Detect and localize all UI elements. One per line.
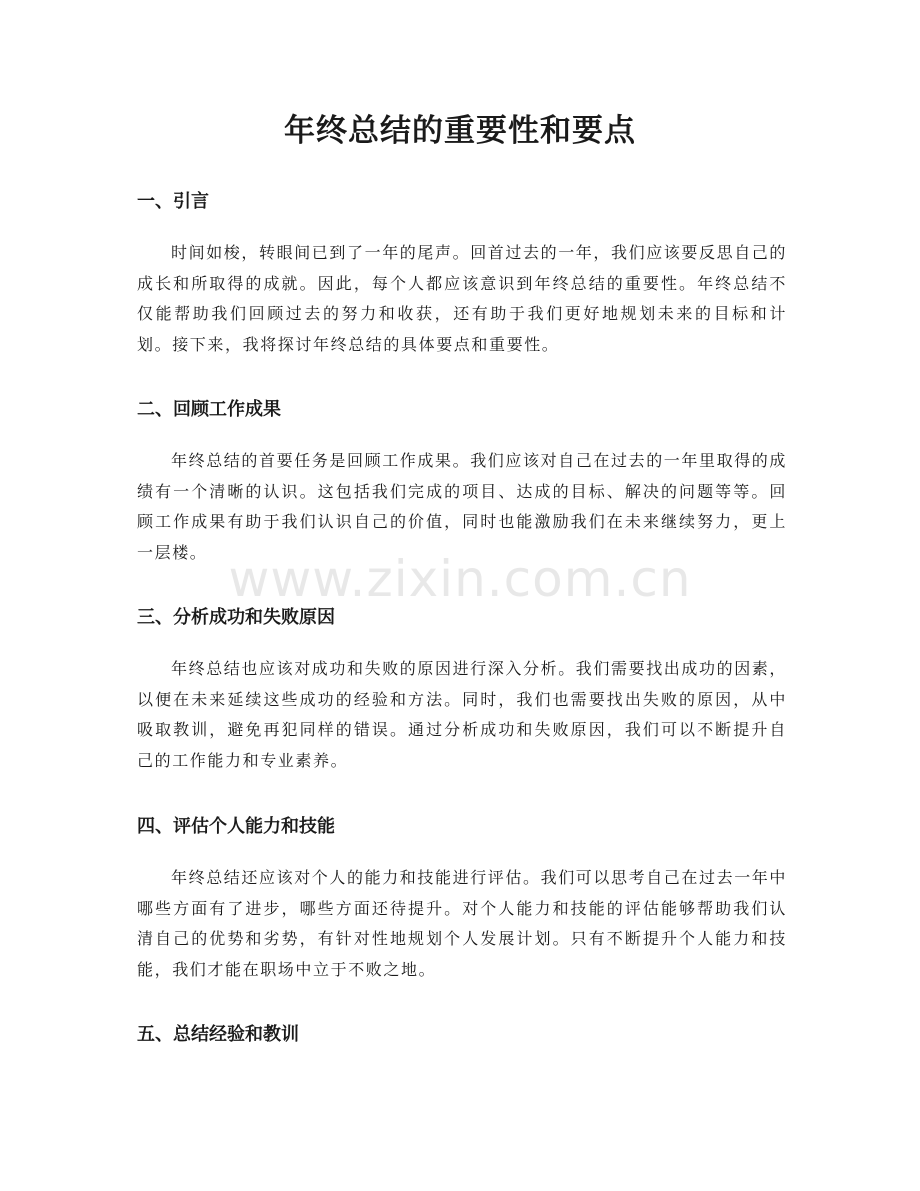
section-paragraph-review: 年终总结的首要任务是回顾工作成果。我们应该对自己在过去的一年里取得的成绩有一个清晰的认识。这包括我们完成的项目、达成的目标、解决的问题等等。回顾工作成果有助于我们认识自己的价值，同时也能激励我们在未来继续努力，更上一层楼。: [137, 451, 788, 562]
section-heading-lessons: 五、总结经验和教训: [137, 1024, 299, 1045]
section-heading-evaluation: 四、评估个人能力和技能: [137, 816, 335, 837]
document-title: 年终总结的重要性和要点: [284, 113, 636, 149]
section-heading-review: 二、回顾工作成果: [137, 399, 281, 420]
section-heading-intro: 一、引言: [137, 191, 209, 212]
watermark-text: www.zixin.com.cn: [228, 550, 692, 608]
section-heading-analysis: 三、分析成功和失败原因: [137, 607, 335, 628]
section-paragraph-analysis: 年终总结也应该对成功和失败的原因进行深入分析。我们需要找出成功的因素，以便在未来延续这些成功的经验和方法。同时，我们也需要找出失败的原因，从中吸取教训，避免再犯同样的错误。通过分析成功和失败原因，我们可以不断提升自己的工作能力和专业素养。: [137, 659, 788, 770]
section-paragraph-evaluation: 年终总结还应该对个人的能力和技能进行评估。我们可以思考自己在过去一年中哪些方面有了进步，哪些方面还待提升。对个人能力和技能的评估能够帮助我们认清自己的优势和劣势，有针对性地规划个人发展计划。只有不断提升个人能力和技能，我们才能在职场中立于不败之地。: [137, 868, 788, 979]
section-paragraph-intro: 时间如梭，转眼间已到了一年的尾声。回首过去的一年，我们应该要反思自己的成长和所取得的成就。因此，每个人都应该意识到年终总结的重要性。年终总结不仅能帮助我们回顾过去的努力和收获，还有助于我们更好地规划未来的目标和计划。接下来，我将探讨年终总结的具体要点和重要性。: [137, 243, 788, 354]
